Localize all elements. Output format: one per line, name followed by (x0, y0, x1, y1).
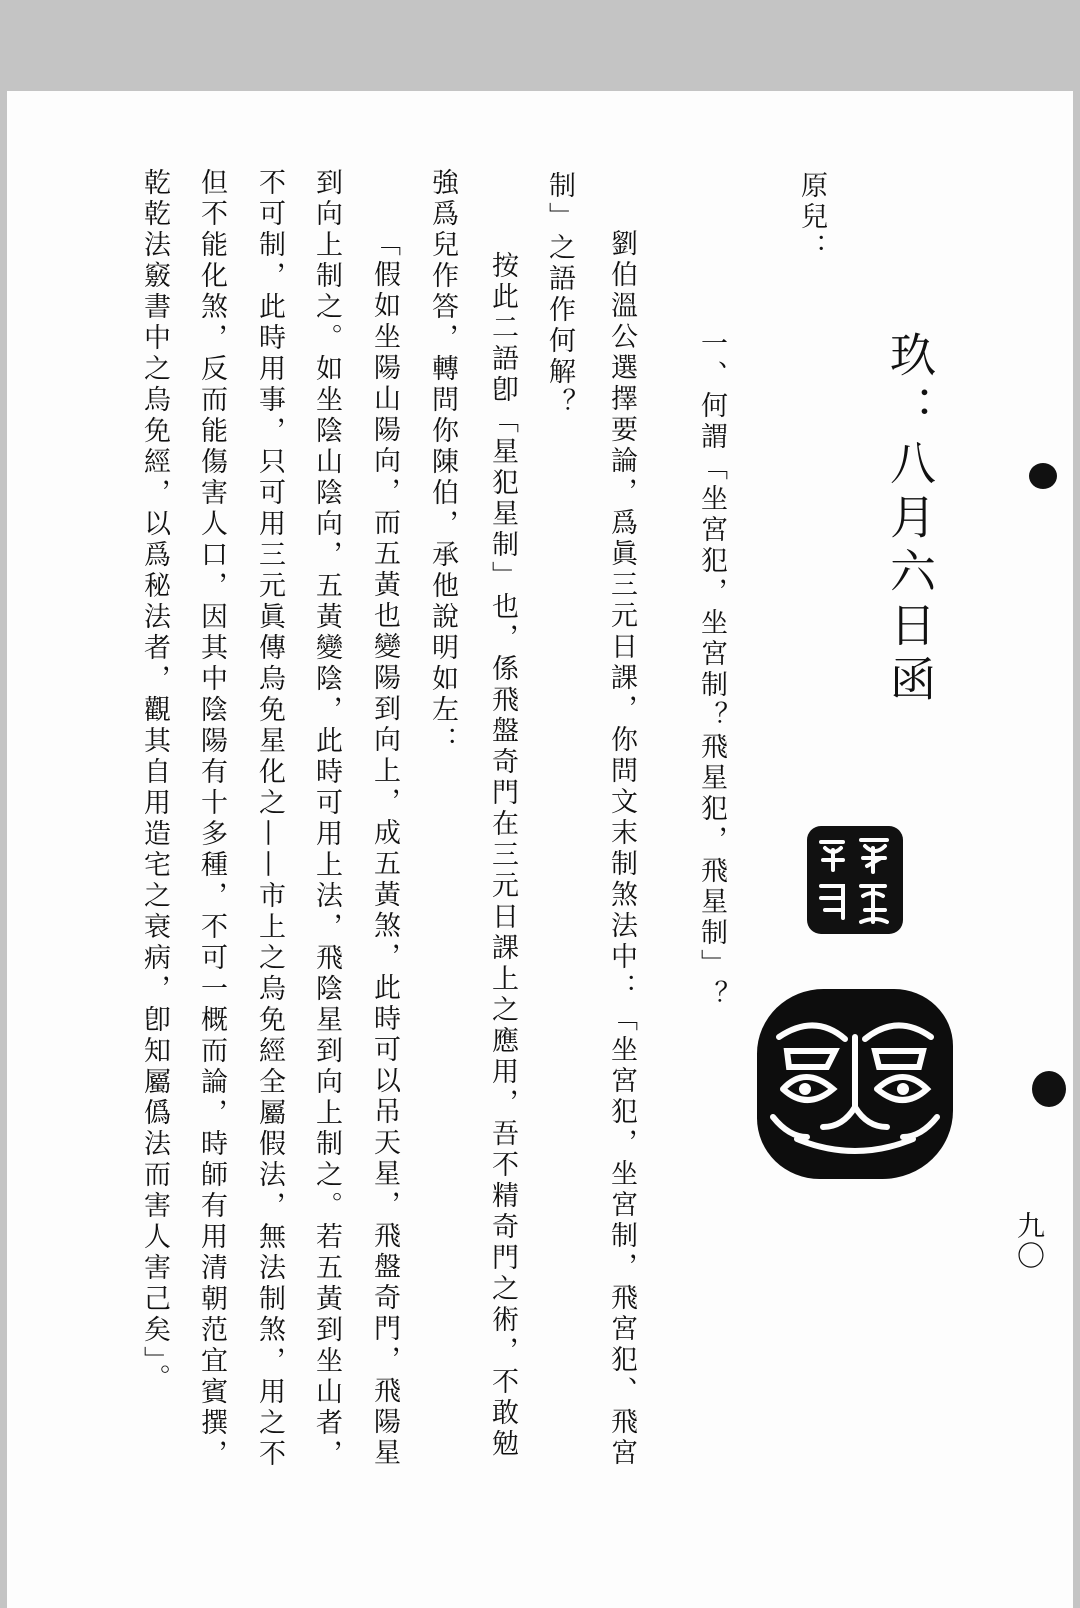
paragraph-3-line-4: 但不能化煞，反而能傷害人口，因其中陰陽有十多種，不可一概而論，時師有用清朝范宜賓撰， (196, 168, 227, 1470)
seal-stamp-small (807, 826, 903, 934)
paragraph-1-line-1: 劉伯溫公選擇要論，爲眞三元日課，你問文末制煞法中：「坐宮犯，坐宮制，飛宮犯、飛宮 (606, 229, 637, 1469)
paragraph-2-line-2: 強爲兒作答，轉問你陳伯，承他說明如左： (427, 168, 458, 757)
page-number: 九〇 (1013, 1211, 1046, 1271)
paragraph-3-line-5: 乾乾法竅書中之烏免經，以爲秘法者，觀其自用造宅之衰病，卽知屬僞法而害人害己矣」。 (139, 168, 170, 1395)
question-heading: 一、何謂「坐宮犯，坐宮制？飛星犯，飛星制」？ (696, 329, 727, 1011)
paragraph-2-line-1: 按此二語卽「星犯星制」也，係飛盤奇門在三元日課上之應用，吾不精奇門之術，不敢勉 (487, 251, 518, 1460)
paragraph-1-line-2: 制」之語作何解？ (544, 171, 575, 419)
paragraph-3-line-2: 到向上制之。如坐陰山陰向，五黃變陰，此時可用上法，飛陰星到向上制之。若五黃到坐山者， (311, 168, 342, 1470)
mask-seal-icon (757, 989, 953, 1179)
salutation: 原兒： (796, 171, 827, 264)
ink-blot (1029, 463, 1057, 489)
letter-title: 玖：八月六日函 (883, 331, 937, 709)
paragraph-3-line-1: 「假如坐陽山陽向，而五黃也變陽到向上，成五黃煞，此時可以吊天星，飛盤奇門，飛陽星 (369, 229, 400, 1469)
ink-blot (1032, 1071, 1066, 1107)
seal-glyphs-icon (807, 826, 903, 934)
seal-stamp-mask (757, 989, 953, 1179)
book-page (7, 91, 1073, 1608)
paragraph-3-line-3: 不可制，此時用事，只可用三元眞傳烏免星化之——市上之烏免經全屬假法，無法制煞，用之不 (254, 168, 285, 1470)
